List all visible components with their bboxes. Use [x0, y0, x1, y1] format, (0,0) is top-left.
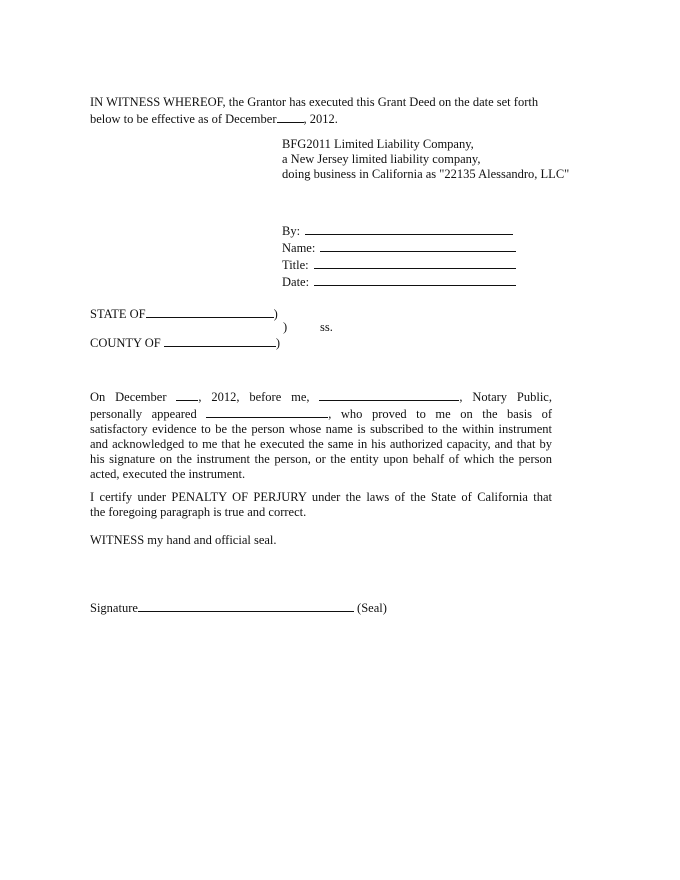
- notary-l1-a: On December: [90, 390, 167, 404]
- notary-l2-b: , who proved to me on the basis of: [328, 407, 552, 421]
- name-field[interactable]: [320, 239, 516, 252]
- notary-line3: satisfactory evidence to be the person whose name is subscribed to the within instrument: [90, 422, 552, 436]
- state-row: [90, 305, 278, 322]
- notary-l2-a: personally appeared: [90, 407, 197, 421]
- county-field[interactable]: [164, 334, 276, 347]
- certify-line2: the foregoing paragraph is true and correct.: [90, 505, 307, 519]
- by-label: By:: [282, 224, 301, 238]
- state-paren: ): [273, 307, 278, 321]
- middle-paren: ): [283, 320, 288, 334]
- certify-line1: I certify under PENALTY OF PERJURY under the laws of the State of California that: [90, 490, 552, 504]
- notary-line5: his signature on the instrument the person, or the entity upon behalf of which the person: [90, 452, 552, 466]
- title-label: Title:: [282, 258, 309, 272]
- company-dba: doing business in California as "22135 Alessandro, LLC": [282, 167, 570, 181]
- signature-label: Signature: [90, 601, 138, 615]
- notary-name-blank[interactable]: [319, 388, 459, 401]
- date-label: Date:: [282, 275, 310, 289]
- witness-intro: [90, 95, 560, 127]
- state-label: STATE OF: [90, 307, 146, 321]
- notary-line2: [90, 405, 552, 422]
- ss-label: ss.: [320, 320, 333, 334]
- notary-line6: acted, executed the instrument.: [90, 467, 246, 481]
- appeared-name-blank[interactable]: [206, 405, 328, 418]
- company-name: BFG2011 Limited Liability Company,: [282, 137, 474, 151]
- county-paren: ): [275, 336, 281, 350]
- company-type: a New Jersey limited liability company,: [282, 152, 481, 166]
- witness-intro-line2: [90, 110, 560, 127]
- notary-paragraph: [90, 388, 552, 482]
- december-day-blank[interactable]: [277, 110, 304, 123]
- by-row: [282, 222, 516, 239]
- witness-intro-line2-pre: below to be effective as of December: [90, 112, 277, 126]
- company-block: [282, 137, 612, 182]
- certify-paragraph: [90, 490, 552, 520]
- notary-line4: and acknowledged to me that he executed the same in his authorized capacity, and that by: [90, 437, 552, 451]
- date-field[interactable]: [314, 273, 516, 286]
- state-field[interactable]: [146, 305, 274, 318]
- seal-label: (Seal): [357, 601, 387, 615]
- witness-intro-line2-post: , 2012.: [303, 112, 338, 126]
- by-field[interactable]: [305, 222, 513, 235]
- notary-line1: [90, 388, 552, 405]
- date-row: [282, 273, 516, 290]
- footer-signature-row: [90, 599, 387, 616]
- notary-l1-b: , 2012, before me,: [198, 390, 310, 404]
- county-label: COUNTY OF: [90, 336, 161, 350]
- notary-day-blank[interactable]: [176, 388, 198, 401]
- name-row: [282, 239, 516, 256]
- witness-seal-line: WITNESS my hand and official seal.: [90, 533, 277, 547]
- witness-intro-line1: IN WITNESS WHEREOF, the Grantor has executed this Grant Deed on the date set forth: [90, 95, 539, 109]
- signature-block: [282, 222, 516, 290]
- title-row: [282, 256, 516, 273]
- county-row: [90, 334, 280, 351]
- notary-l1-c: , Notary Public,: [459, 390, 552, 404]
- title-field[interactable]: [314, 256, 516, 269]
- name-label: Name:: [282, 241, 316, 255]
- signature-field[interactable]: [138, 599, 354, 612]
